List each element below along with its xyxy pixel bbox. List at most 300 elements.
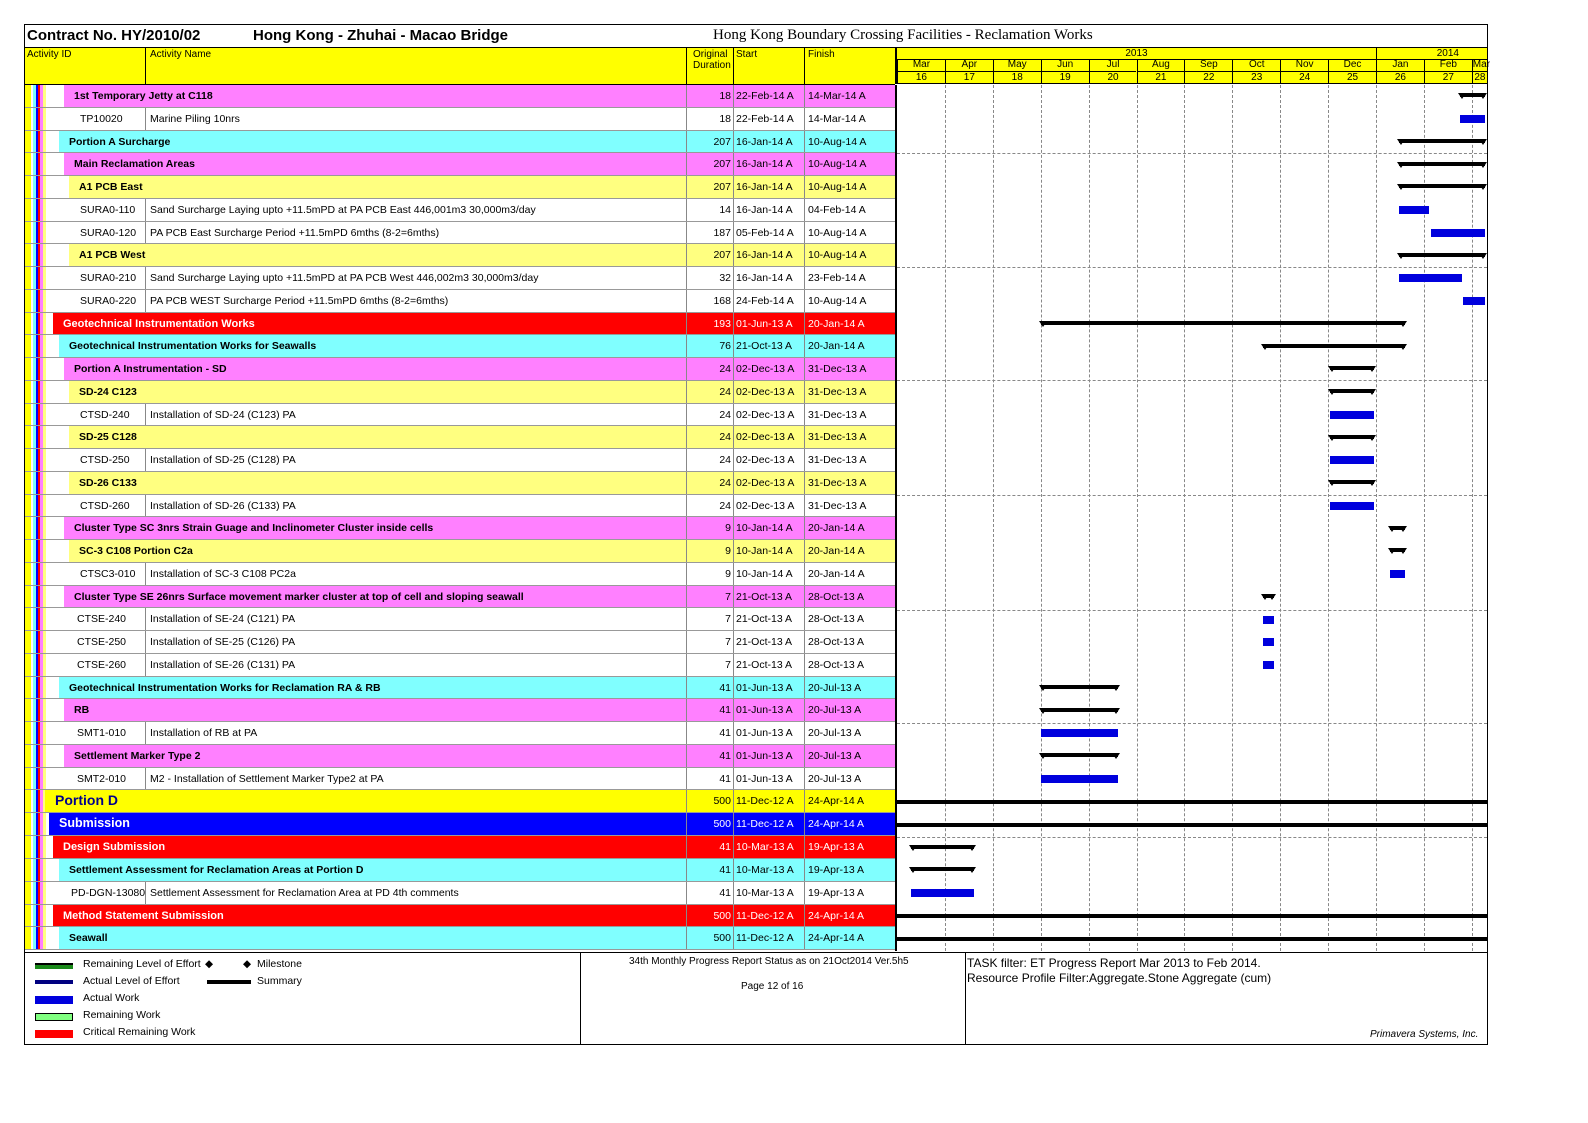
duration-cell: 24 (719, 476, 731, 489)
actual-work-bar[interactable] (1399, 206, 1429, 214)
wbs-indent-bars (33, 699, 64, 721)
cell-sep (804, 495, 805, 517)
cell-sep (804, 358, 805, 380)
table-row[interactable] (25, 176, 895, 199)
activity-name: Portion A Surcharge (69, 135, 171, 148)
cell-sep (145, 882, 146, 904)
start-cell: 21-Oct-13 A (736, 340, 793, 353)
table-row[interactable] (25, 517, 895, 540)
start-cell: 22-Feb-14 A (736, 90, 794, 102)
legend-actual-work: Actual Work (83, 992, 140, 1004)
actual-work-bar[interactable] (1460, 115, 1485, 123)
col-activity-name[interactable]: Activity Name (150, 49, 212, 60)
col-start[interactable]: Start (736, 49, 758, 60)
cell-sep (686, 472, 687, 494)
col-duration-line1[interactable]: Original (693, 49, 728, 60)
activity-name: Geotechnical Instrumentation Works (63, 317, 255, 330)
activity-id: CTSD-260 (80, 499, 130, 512)
actual-work-bar[interactable] (1463, 297, 1485, 305)
table-row[interactable] (25, 836, 895, 859)
summary-bar[interactable] (911, 867, 974, 871)
cell-sep (686, 745, 687, 767)
cell-sep (686, 426, 687, 448)
finish-cell: 20-Jan-14 A (808, 567, 865, 580)
table-row[interactable] (25, 813, 895, 836)
start-cell: 01-Jun-13 A (736, 681, 793, 694)
grid-line (1232, 85, 1233, 951)
duration-cell: 9 (725, 545, 731, 557)
cell-sep (804, 85, 805, 107)
grid-line (897, 495, 1487, 496)
table-row[interactable] (25, 222, 895, 245)
wbs-indent-bars (33, 517, 64, 539)
cell-sep (804, 313, 805, 335)
grid-line (897, 837, 1487, 838)
start-cell: 02-Dec-13 A (736, 431, 795, 444)
month-label: Jul (1089, 59, 1137, 71)
table-row[interactable] (25, 859, 895, 882)
finish-cell: 31-Dec-13 A (808, 385, 867, 398)
month-label: Aug (1137, 59, 1185, 71)
wbs-indent-bars (33, 381, 69, 403)
start-cell: 10-Mar-13 A (736, 841, 794, 854)
wbs-indent-bars (33, 131, 59, 153)
table-row[interactable] (25, 358, 895, 381)
activity-name: Settlement Marker Type 2 (74, 749, 201, 762)
table-row[interactable] (25, 267, 895, 290)
duration-cell: 41 (719, 749, 731, 762)
cell-sep (804, 108, 805, 130)
month-label: Jan (1376, 59, 1424, 71)
cell-sep (686, 381, 687, 403)
start-cell: 10-Jan-14 A (736, 545, 793, 557)
cell-sep (733, 358, 734, 380)
finish-cell: 20-Jul-13 A (808, 681, 862, 694)
col-duration-line2[interactable]: Duration (693, 60, 731, 71)
activity-id: PD-DGN-13080 (71, 886, 146, 899)
cell-sep (733, 472, 734, 494)
duration-cell: 76 (719, 340, 731, 353)
cell-sep (686, 540, 687, 562)
duration-cell: 193 (713, 317, 731, 330)
activity-name: Portion A Instrumentation - SD (74, 363, 227, 375)
finish-cell: 20-Jan-14 A (808, 317, 865, 330)
cell-sep (686, 790, 687, 812)
cell-sep (686, 927, 687, 949)
duration-cell: 41 (719, 841, 731, 854)
duration-cell: 500 (713, 909, 731, 922)
remaining-loe-swatch (35, 963, 73, 969)
duration-cell: 187 (713, 226, 731, 239)
finish-cell: 28-Oct-13 A (808, 613, 865, 626)
grid-line (945, 85, 946, 951)
table-row[interactable] (25, 199, 895, 222)
cell-sep (804, 290, 805, 312)
actual-work-bar[interactable] (1041, 775, 1118, 783)
summary-bar[interactable] (1263, 344, 1405, 348)
cell-sep (804, 905, 805, 927)
table-row[interactable] (25, 85, 895, 108)
wbs-indent-bars (33, 677, 59, 699)
wbs-indent-bars (33, 267, 72, 289)
facility-title: Hong Kong Boundary Crossing Facilities - Reclamation Works (713, 27, 1093, 43)
cell-sep (686, 563, 687, 585)
column-header (25, 48, 895, 85)
table-row[interactable] (25, 131, 895, 154)
table-row[interactable] (25, 108, 895, 131)
table-row[interactable] (25, 495, 895, 518)
cell-sep (686, 495, 687, 517)
cell-sep (804, 335, 805, 357)
grid-line (897, 380, 1487, 381)
start-cell: 01-Jun-13 A (736, 704, 793, 717)
finish-cell: 20-Jan-14 A (808, 545, 865, 557)
actual-work-bar[interactable] (1263, 661, 1274, 669)
duration-cell: 9 (725, 567, 731, 580)
activity-name: Geotechnical Instrumentation Works for Seawalls (69, 340, 317, 353)
summary-bar[interactable] (1399, 184, 1485, 188)
summary-bar[interactable] (1041, 685, 1118, 689)
start-cell: 02-Dec-13 A (736, 363, 795, 375)
summary-bar[interactable] (1460, 93, 1485, 97)
table-row[interactable] (25, 631, 895, 654)
report-frame (24, 24, 1491, 1045)
duration-cell: 7 (725, 636, 731, 648)
table-row[interactable] (25, 335, 895, 358)
cell-sep (686, 677, 687, 699)
cell-sep (804, 404, 805, 426)
cell-sep (145, 108, 146, 130)
duration-cell: 207 (713, 135, 731, 148)
grid-line (1041, 85, 1042, 951)
duration-cell: 41 (719, 864, 731, 876)
table-row[interactable] (25, 290, 895, 313)
activity-name: A1 PCB West (79, 249, 146, 262)
summary-bar[interactable] (897, 800, 1487, 804)
cell-sep (733, 563, 734, 585)
table-row[interactable] (25, 654, 895, 677)
col-finish[interactable]: Finish (808, 49, 835, 60)
actual-work-bar[interactable] (1263, 638, 1274, 646)
month-label: Oct (1232, 59, 1280, 71)
cell-sep (145, 563, 146, 585)
start-cell: 02-Dec-13 A (736, 408, 795, 421)
summary-bar[interactable] (1263, 594, 1274, 598)
cell-sep (733, 199, 734, 221)
grid-line (897, 610, 1487, 611)
activity-id: SURA0-210 (80, 272, 137, 284)
finish-cell: 04-Feb-14 A (808, 203, 866, 216)
year-divider (1376, 48, 1377, 59)
grid-line (897, 723, 1487, 724)
cell-sep (804, 586, 805, 608)
cell-sep (733, 517, 734, 539)
summary-bar[interactable] (911, 845, 974, 849)
activity-name: Cluster Type SC 3nrs Strain Guage and Inclinometer Cluster inside cells (74, 522, 434, 535)
title-bar (25, 25, 1487, 48)
finish-cell: 31-Dec-13 A (808, 363, 867, 375)
cell-sep (804, 153, 805, 175)
period-label: 21 (1137, 71, 1185, 84)
summary-swatch (207, 980, 251, 984)
month-label: Mar (1472, 59, 1491, 70)
cell-sep (804, 654, 805, 676)
cell-sep (804, 222, 805, 244)
start-cell: 16-Jan-14 A (736, 249, 793, 262)
table-row[interactable] (25, 927, 895, 950)
wbs-indent-bars (33, 927, 59, 949)
cell-sep (686, 404, 687, 426)
activity-name: SD-25 C128 (79, 431, 137, 444)
finish-cell: 31-Dec-13 A (808, 431, 867, 444)
actual-work-bar[interactable] (1330, 411, 1375, 419)
finish-cell: 10-Aug-14 A (808, 249, 867, 262)
table-row[interactable] (25, 313, 895, 336)
cell-sep (145, 768, 146, 790)
duration-cell: 24 (719, 408, 731, 421)
table-row[interactable] (25, 586, 895, 609)
activity-id: CTSD-250 (80, 454, 130, 466)
wbs-indent-bars (33, 540, 69, 562)
start-cell: 02-Dec-13 A (736, 499, 795, 512)
cell-sep (733, 768, 734, 790)
actual-work-bar[interactable] (1330, 456, 1375, 464)
actual-work-bar[interactable] (911, 889, 974, 897)
cell-sep (804, 540, 805, 562)
summary-bar[interactable] (1390, 548, 1405, 552)
table-row[interactable] (25, 540, 895, 563)
cell-sep (145, 495, 146, 517)
month-label: Sep (1184, 59, 1232, 71)
cell-sep (804, 131, 805, 153)
duration-cell: 24 (719, 431, 731, 444)
finish-cell: 24-Apr-14 A (808, 932, 865, 945)
summary-bar[interactable] (1399, 162, 1485, 166)
wbs-indent-bars (33, 563, 72, 585)
cell-sep (733, 495, 734, 517)
finish-cell: 14-Mar-14 A (808, 90, 866, 102)
period-label: 26 (1376, 71, 1424, 84)
table-row[interactable] (25, 244, 895, 267)
summary-bar[interactable] (1041, 708, 1118, 712)
summary-bar[interactable] (897, 914, 1487, 918)
table-row[interactable] (25, 768, 895, 791)
table-row[interactable] (25, 677, 895, 700)
cell-sep (804, 199, 805, 221)
start-cell: 02-Dec-13 A (736, 476, 795, 489)
cell-sep (733, 404, 734, 426)
cell-sep (145, 404, 146, 426)
wbs-indent-bars (33, 313, 53, 335)
finish-cell: 19-Apr-13 A (808, 864, 865, 876)
cell-sep (733, 882, 734, 904)
table-row[interactable] (25, 153, 895, 176)
summary-bar[interactable] (1041, 321, 1406, 325)
duration-cell: 9 (725, 522, 731, 535)
wbs-indent-bars (33, 790, 45, 812)
activity-name: Installation of RB at PA (150, 727, 258, 739)
cell-sep (686, 859, 687, 881)
summary-bar[interactable] (1330, 435, 1375, 439)
activity-name: Settlement Assessment for Reclamation Areas at Portion D (69, 864, 364, 876)
cell-sep (733, 927, 734, 949)
cell-sep (686, 608, 687, 630)
period-label: 19 (1041, 71, 1089, 84)
finish-cell: 10-Aug-14 A (808, 226, 867, 239)
activity-id: TP10020 (80, 112, 123, 125)
finish-cell: 24-Apr-14 A (808, 909, 865, 922)
activity-name: Installation of SE-25 (C126) PA (150, 636, 296, 648)
cell-sep (686, 199, 687, 221)
activity-name: SC-3 C108 Portion C2a (79, 545, 193, 557)
cell-sep (686, 358, 687, 380)
activity-id: CTSD-240 (80, 408, 130, 421)
legend-summary: Summary (257, 975, 302, 987)
summary-bar[interactable] (897, 823, 1487, 827)
summary-bar[interactable] (1330, 389, 1375, 393)
summary-bar[interactable] (1399, 139, 1485, 143)
wbs-indent-bars (33, 85, 64, 107)
month-label: May (993, 59, 1041, 71)
start-cell: 16-Jan-14 A (736, 272, 793, 284)
table-row[interactable] (25, 449, 895, 472)
activity-name: Method Statement Submission (63, 909, 224, 922)
table-row[interactable] (25, 745, 895, 768)
actual-work-bar[interactable] (1399, 274, 1461, 282)
period-label: 16 (897, 71, 945, 84)
duration-cell: 18 (719, 112, 731, 125)
actual-work-bar[interactable] (1041, 729, 1118, 737)
finish-cell: 31-Dec-13 A (808, 499, 867, 512)
cell-sep (686, 882, 687, 904)
cell-sep (804, 927, 805, 949)
cell-sep (733, 677, 734, 699)
finish-cell: 10-Aug-14 A (808, 135, 867, 148)
period-label: 17 (945, 71, 993, 84)
grid-line (1472, 85, 1473, 951)
month-label: Jun (1041, 59, 1089, 71)
duration-cell: 7 (725, 590, 731, 603)
month-label: Feb (1424, 59, 1472, 71)
finish-cell: 24-Apr-14 A (808, 795, 865, 808)
legend-critical-remaining: Critical Remaining Work (83, 1026, 196, 1038)
report-status: 34th Monthly Progress Report Status as on 21Oct2014 Ver.5h5 (629, 956, 909, 967)
table-row[interactable] (25, 699, 895, 722)
cell-sep (686, 905, 687, 927)
activity-id: SURA0-220 (80, 294, 137, 307)
table-row[interactable] (25, 905, 895, 928)
table-row[interactable] (25, 404, 895, 427)
cell-sep (733, 631, 734, 653)
actual-work-bar[interactable] (1263, 616, 1274, 624)
finish-cell: 24-Apr-14 A (808, 818, 865, 831)
wbs-indent-bars (33, 244, 69, 266)
legend-actual-loe: Actual Level of Effort (83, 975, 180, 987)
activity-name: M2 - Installation of Settlement Marker Type2 at PA (150, 772, 384, 785)
table-row[interactable] (25, 381, 895, 404)
activity-name: Sand Surcharge Laying upto +11.5mPD at PA PCB West 446,002m3 30,000m3/day (150, 272, 539, 284)
table-row[interactable] (25, 608, 895, 631)
critical-remaining-swatch (35, 1030, 73, 1038)
cell-sep (686, 517, 687, 539)
table-row[interactable] (25, 563, 895, 586)
remaining-work-swatch (35, 1013, 73, 1021)
wbs-indent-bars (33, 290, 72, 312)
summary-bar[interactable] (1330, 480, 1375, 484)
activity-name: PA PCB East Surcharge Period +11.5mPD 6mths (8-2=6mths) (150, 226, 440, 239)
cell-sep (686, 290, 687, 312)
activity-name: Installation of SC-3 C108 PC2a (150, 567, 296, 580)
activity-name: Marine Piling 10nrs (150, 112, 240, 125)
start-cell: 10-Jan-14 A (736, 567, 793, 580)
cell-sep (733, 85, 734, 107)
cell-sep (686, 699, 687, 721)
summary-bar[interactable] (1390, 526, 1405, 530)
start-cell: 21-Oct-13 A (736, 636, 793, 648)
cell-sep (733, 426, 734, 448)
duration-cell: 41 (719, 681, 731, 694)
start-cell: 21-Oct-13 A (736, 590, 793, 603)
activity-name: Sand Surcharge Laying upto +11.5mPD at PA PCB East 446,001m3 30,000m3/day (150, 203, 536, 216)
period-label: 28 (1472, 71, 1487, 84)
col-sep (804, 48, 805, 84)
summary-bar[interactable] (1330, 366, 1375, 370)
activity-name: Installation of SE-24 (C121) PA (150, 613, 296, 626)
cell-sep (804, 836, 805, 858)
wbs-indent-bars (33, 768, 69, 790)
cell-sep (733, 153, 734, 175)
month-label: Apr (945, 59, 993, 71)
actual-work-bar[interactable] (1330, 502, 1375, 510)
table-row[interactable] (25, 426, 895, 449)
vendor-credit: Primavera Systems, Inc. (1370, 1029, 1479, 1040)
table-row[interactable] (25, 472, 895, 495)
cell-sep (804, 699, 805, 721)
cell-sep (804, 563, 805, 585)
grid-line (1137, 85, 1138, 951)
start-cell: 01-Jun-13 A (736, 317, 793, 330)
cell-sep (686, 244, 687, 266)
cell-sep (733, 176, 734, 198)
duration-cell: 168 (713, 294, 731, 307)
cell-sep (686, 85, 687, 107)
table-row[interactable] (25, 882, 895, 905)
cell-sep (733, 290, 734, 312)
wbs-indent-bars (33, 722, 69, 744)
month-label: Mar (897, 59, 945, 71)
cell-sep (145, 449, 146, 471)
actual-work-bar[interactable] (1431, 229, 1485, 237)
grid-line (1424, 85, 1425, 951)
finish-cell: 28-Oct-13 A (808, 636, 865, 648)
table-row[interactable] (25, 722, 895, 745)
activity-name: A1 PCB East (79, 181, 143, 193)
activity-id: SMT1-010 (77, 727, 127, 739)
actual-work-bar[interactable] (1390, 570, 1405, 578)
col-activity-id[interactable]: Activity ID (27, 49, 72, 60)
start-cell: 16-Jan-14 A (736, 135, 793, 148)
activity-name: Portion D (55, 792, 118, 809)
table-row[interactable] (25, 790, 895, 813)
summary-bar[interactable] (1041, 753, 1118, 757)
duration-cell: 24 (719, 363, 731, 375)
cell-sep (145, 267, 146, 289)
cell-sep (686, 267, 687, 289)
summary-bar[interactable] (1399, 253, 1485, 257)
summary-bar[interactable] (897, 937, 1487, 941)
start-cell: 02-Dec-13 A (736, 385, 795, 398)
cell-sep (733, 859, 734, 881)
